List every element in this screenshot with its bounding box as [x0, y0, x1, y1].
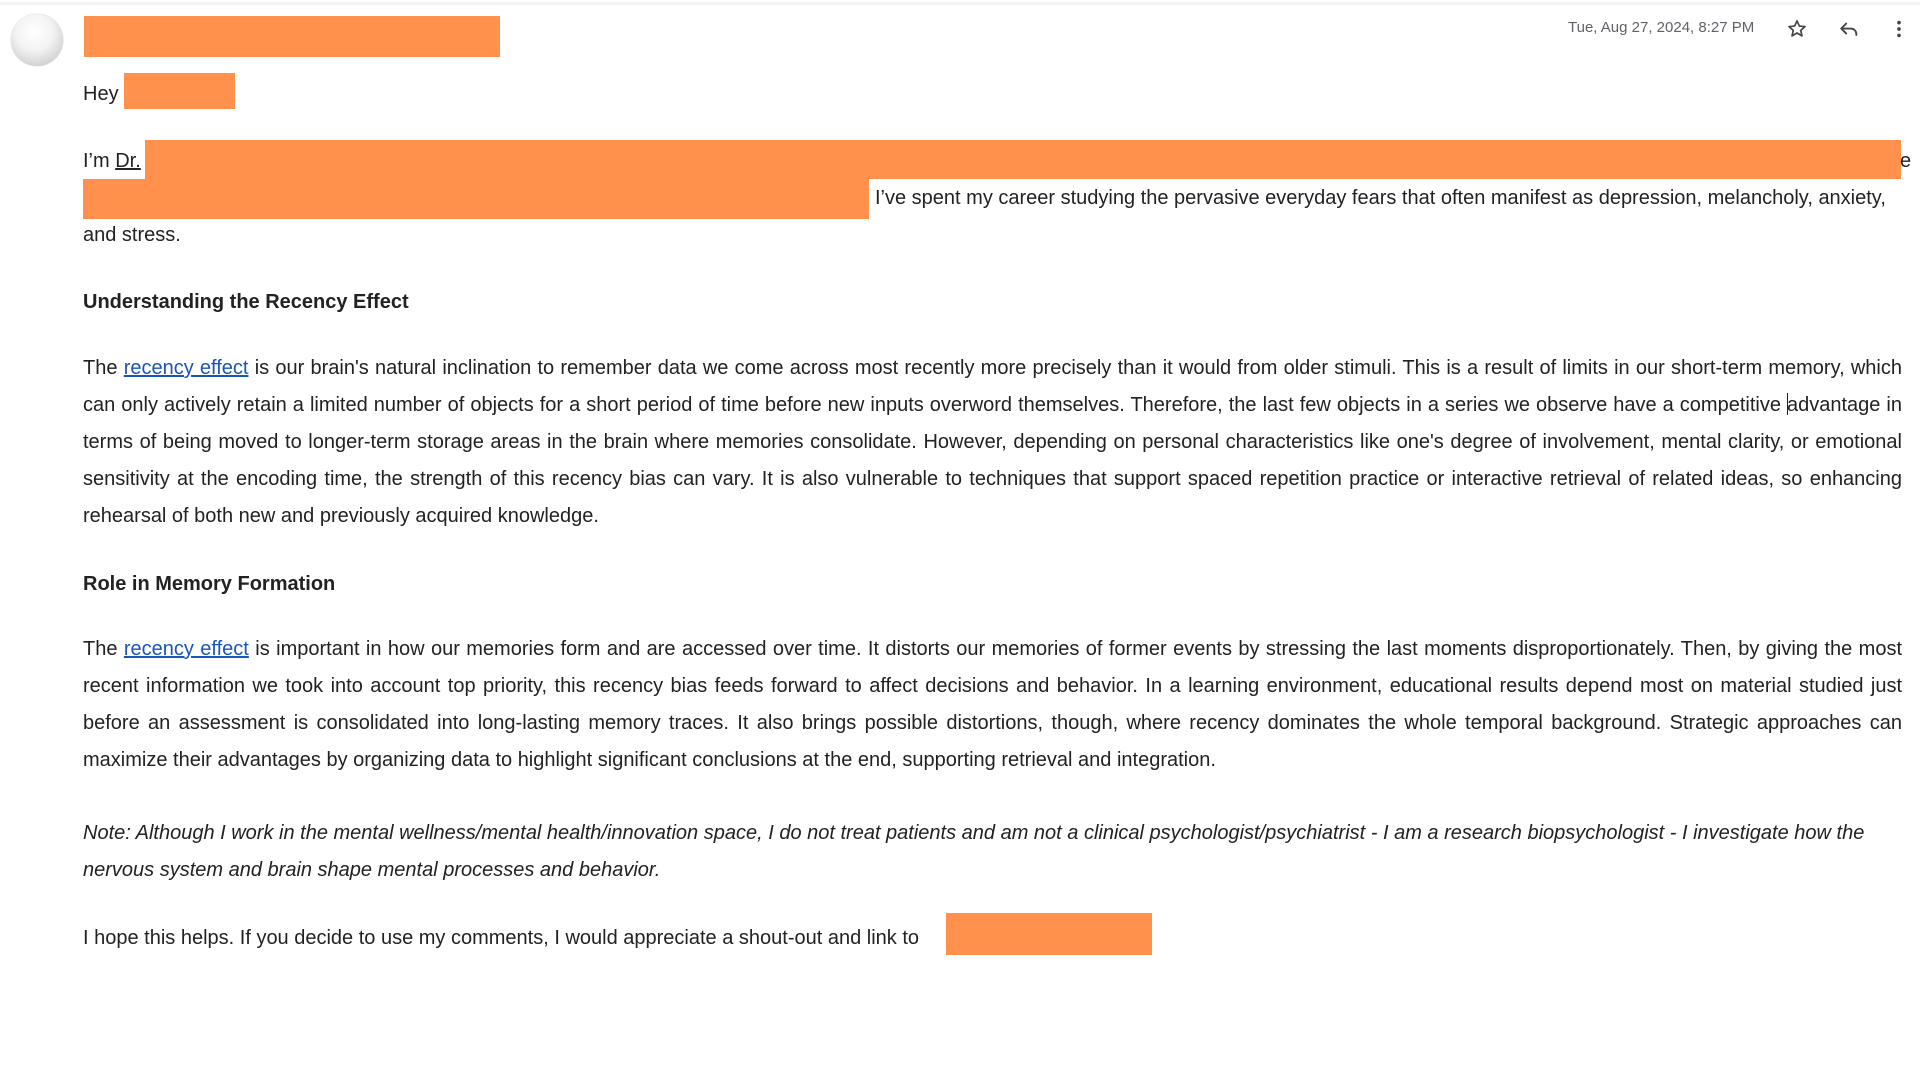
reply-icon: [1838, 18, 1860, 40]
intro-im: I’m: [83, 150, 116, 172]
intro-dr: Dr.: [115, 150, 141, 172]
section-heading-recency: Understanding the Recency Effect: [83, 291, 409, 313]
intro-trailing-e: e: [1900, 150, 1912, 172]
star-button[interactable]: [1781, 13, 1813, 45]
closing-text: I hope this helps. If you decide to use my comments, I would appreciate a shout-out and link to: [83, 927, 920, 949]
sender-avatar[interactable]: [11, 14, 63, 66]
intro-line-3-text: and stress.: [83, 224, 181, 246]
intro-line-2-text: I’ve spent my career studying the pervasive everyday fears that often manifest as depression, melancholy, anxiety,: [875, 187, 1886, 209]
section1-text-2: advantage in terms of being moved to longer-term storage areas in the brain where memories consolidate. However, depending on personal characteristics like one's degree of involvement, mental clarity, or emotional sensitivity at the encoding time, the strength of this recency bias can vary. It is also vulnerable to techniques that support spaced repetition practice or interactive retrieval of related ideas, so enhancing rehearsal of both new and previously acquired knowledge.: [83, 394, 1902, 527]
section2-paragraph: [83, 631, 1902, 779]
greeting: [83, 82, 119, 106]
sender-name-redaction: [84, 16, 500, 57]
more-vert-icon: [1888, 18, 1910, 40]
note-paragraph: Note: Although I work in the mental wellness/mental health/innovation space, I do not treat patients and am not a clinical psychologist/psychiatrist - I am a research biopsychologist - I investigate how the nervous system and brain shape mental processes and behavior.: [83, 822, 1865, 881]
section1-text-1: is our brain's natural inclination to remember data we come across most recently more precisely than it would from older stimuli. This is a result of limits in our short-term memory, which can only actively retain a limited number of objects for a short period of time before new inputs overword themselves. Therefore, the last few objects in a series we observe have a competitive: [83, 357, 1902, 416]
intro-redaction-2: [83, 179, 869, 219]
section-heading-memory: Role in Memory Formation: [83, 573, 336, 595]
more-options-button[interactable]: [1883, 13, 1915, 45]
top-divider: [0, 2, 1920, 5]
closing-link-redaction: [946, 913, 1152, 955]
intro-line-2: [875, 186, 1886, 210]
email-date: Tue, Aug 27, 2024, 8:27 PM: [1568, 19, 1755, 36]
intro-line-1: [83, 149, 141, 173]
section1-the: The: [83, 357, 124, 379]
intro-line-3: [83, 223, 181, 247]
greeting-text: Hey: [83, 83, 119, 105]
section1-paragraph: [83, 350, 1902, 535]
section2-text: is important in how our memories form and are accessed over time. It distorts our memories of former events by stressing the last moments disproportionately. Then, by giving the most recent information we took into account top priority, this recency bias feeds forward to affect decisions and behavior. In a learning environment, educational results depend most on material studied just before an assessment is consolidated into long-lasting memory traces. It also brings possible distortions, though, where recency dominates the whole temporal background. Strategic approaches can maximize their advantages by organizing data to highlight significant conclusions at the end, supporting retrieval and integration.: [83, 638, 1903, 771]
intro-redaction-1: [145, 140, 1901, 179]
section2-the: The: [83, 638, 124, 660]
recency-effect-link-2[interactable]: recency effect: [123, 638, 249, 660]
recipient-name-redaction: [124, 73, 235, 109]
star-icon: [1786, 18, 1808, 40]
recency-effect-link-1[interactable]: recency effect: [123, 357, 249, 379]
closing-line: [83, 926, 919, 950]
reply-button[interactable]: [1833, 13, 1865, 45]
intro-trailing: [1900, 149, 1911, 173]
